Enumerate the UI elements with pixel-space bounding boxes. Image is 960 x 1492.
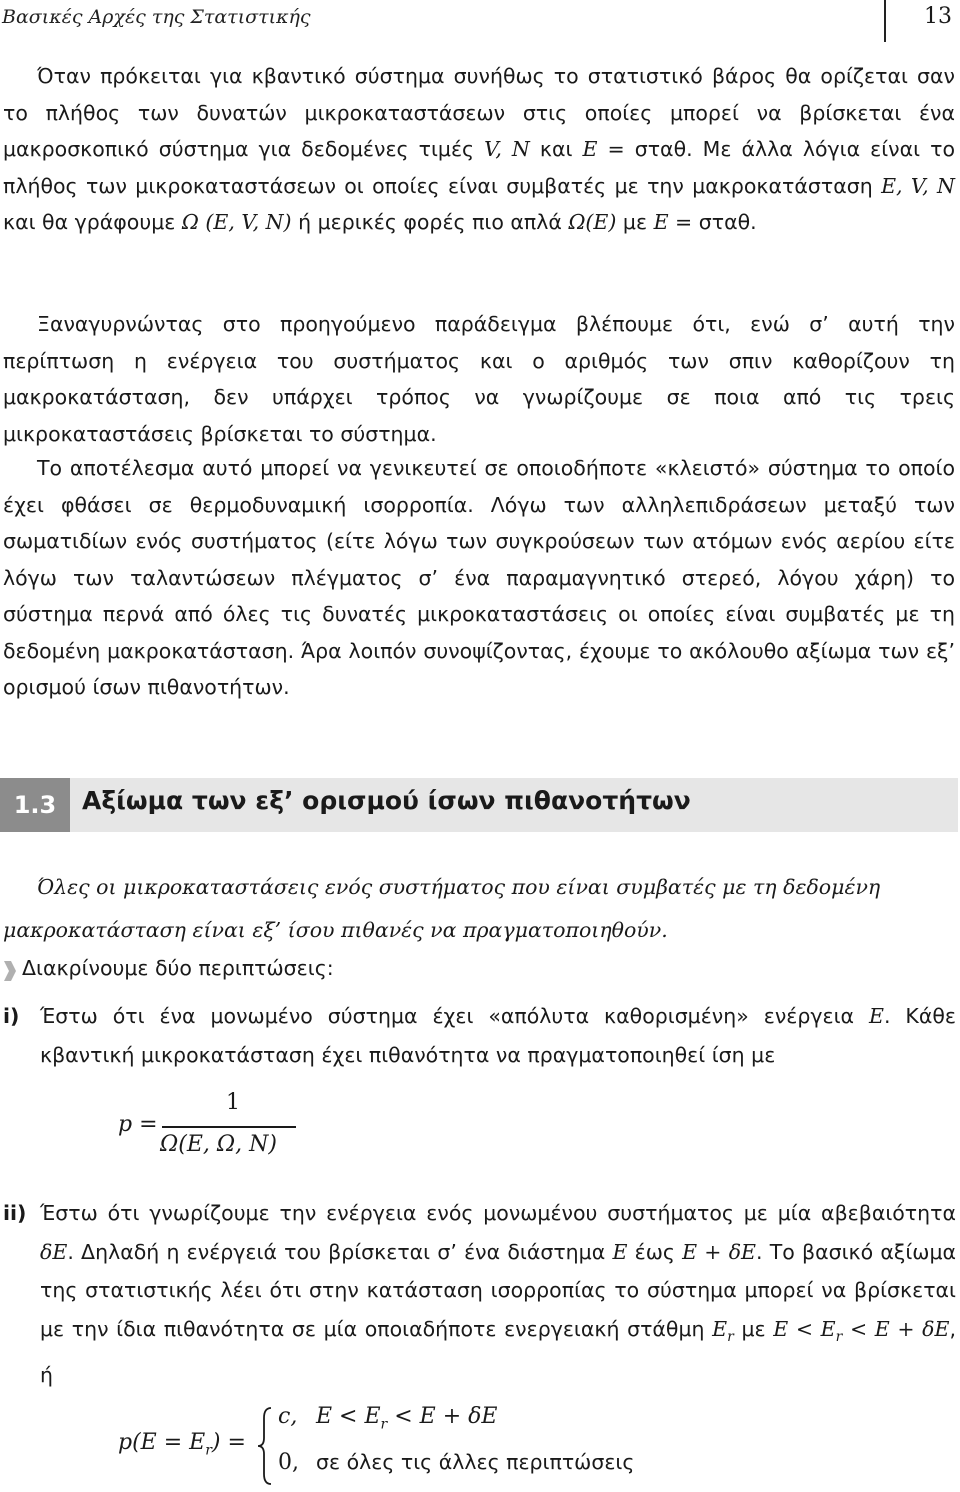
formula-numerator: 1 [226,1090,240,1115]
page-number: 13 [924,4,952,29]
running-head-title: Βασικές Αρχές της Στατιστικής [2,6,311,28]
item-i-text: Έστω ότι ένα μονωμένο σύστημα έχει «απόλυτα καθορισμένη» ενέργεια E. Κάθε κβαντική μικροκατάσταση έχει πιθανότητα να πραγματοποιηθεί ίση με [40,1004,956,1067]
fraction-bar [162,1126,296,1128]
left-brace-icon [256,1406,274,1486]
formula-denominator: Ω(E, Ω, N) [160,1132,277,1157]
section-title: Αξίωμα των εξ’ ορισμού ίσων πιθανοτήτων [82,786,691,815]
case1-value: c, [278,1404,298,1429]
section-number: 1.3 [0,778,70,832]
formula-lhs: p = [118,1112,158,1137]
case2-condition: σε όλες τις άλλες περιπτώσεις [316,1450,635,1474]
paragraph-3: Το αποτέλεσμα αυτό μπορεί να γενικευτεί σε οποιοδήποτε «κλειστό» σύστημα το οποίο έχει φθάσει σε θερμοδυναμική ισορροπία. Λόγω των αλληλεπιδράσεων μεταξύ των σωματιδίων ενός συστήματος (είτε λόγω των συγκρούσεων των ατόμων ενός αερίου είτε λόγω των ταλαντώσεων πλέγματος σ’ ένα παραμαγνητικό στερεό, λόγου χάρη) το σύστημα περνά από όλες τις δυνατές μικροκαταστάσεις οι οποίες είναι συμβατές με τη δεδομένη μακροκατάσταση. Άρα λοιπόν συνοψίζοντας, έχουμε το ακόλουθο αξίωμα των εξ’ ορισμού ίσων πιθανοτήτων. [3,456,955,699]
item-ii-label: ii) [3,1201,27,1225]
piecewise-lhs: $p(E = E_r)$ = [118,1430,246,1459]
case2-value: 0, [278,1450,299,1475]
case1-condition: $E < E_r < E + \delta E$ [316,1404,498,1433]
arrow-marker-icon [3,960,17,982]
axiom-statement: Όλες οι μικροκαταστάσεις ενός συστήματος που είναι συμβατές με τη δεδομένη μακροκατάσταση είναι εξ’ ίσου πιθανές να πραγματοποιηθούν. [3,875,881,942]
item-i-label: i) [3,1004,20,1028]
probability-formula [118,1090,318,1170]
piecewise-formula [118,1404,718,1486]
cases-intro: Διακρίνουμε δύο περιπτώσεις: [22,956,334,980]
header-rule [884,0,886,42]
paragraph-1: Όταν πρόκειται για κβαντικό σύστημα συνήθως το στατιστικό βάρος θα ορίζεται σαν το πλήθος των δυνατών μικροκαταστάσεων στις οποίες μπορεί να βρίσκεται ένα μακροσκοπικό σύστημα για δεδομένες τιμές V, N και E = σταθ. Με άλλα λόγια είναι το πλήθος των μικροκαταστάσεων οι οποίες είναι συμβατές με την μακροκατάσταση E, V, N και θα γράφουμε Ω (E, V, N) ή μερικές φορές πιο απλά Ω(E) με E = σταθ. [3,64,955,234]
paragraph-2: Ξαναγυρνώντας στο προηγούμενο παράδειγμα βλέπουμε ότι, ενώ σ’ αυτή την περίπτωση η ενέργεια του συστήματος και ο αριθμός των σπιν καθορίζουν τη μακροκατάσταση, δεν υπάρχει τρόπος να γνωρίζουμε σε ποια από τις τρεις μικροκαταστάσεις βρίσκεται το σύστημα. [3,312,955,446]
item-ii-text: Έστω ότι γνωρίζουμε την ενέργεια ενός μονωμένου συστήματος με μία αβεβαιότητα δE. Δηλαδή η ενέργειά του βρίσκεται σ’ ένα διάστημα E έως E + δE. Το βασικό αξίωμα της στατιστικής λέει ότι στην κατάσταση ισορροπίας το σύστημα μπορεί να βρίσκεται με την ίδια πιθανότητα σε μία οποιαδήποτε ενεργειακή στάθμη $E_r$ με $E < E_r < E + \delta E$, ή [40,1201,957,1388]
